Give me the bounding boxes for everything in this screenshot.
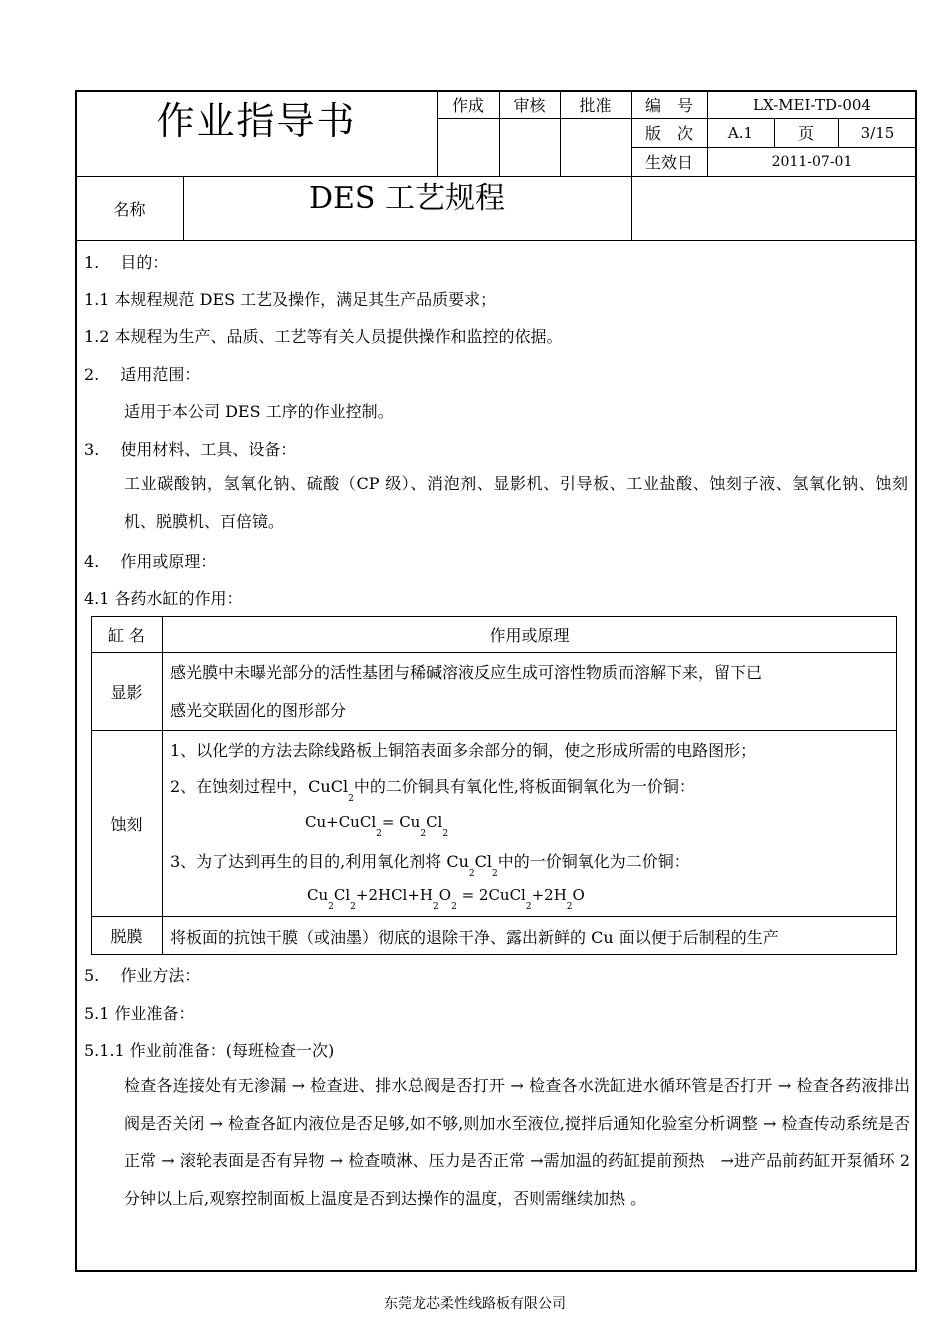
table-header-function: 作用或原理 <box>489 625 570 645</box>
version-label: 版 次 <box>644 124 693 143</box>
section-1-1: 1.1 本规程规范 DES 工艺及操作，满足其生产品质要求； <box>84 290 497 309</box>
etch-equation-1: Cu+CuCl$_2$= $Cu_2Cl_2$ <box>305 813 449 839</box>
version-value: A.1 <box>727 123 754 142</box>
page-label: 页 <box>797 124 814 143</box>
section-1-heading: 1. 目的： <box>84 253 169 272</box>
row-develop-text-1: 感光膜中未曝光部分的活性基团与稀碱溶液反应生成可溶性物质而溶解下来，留下已 <box>170 663 763 682</box>
number-value: LX-MEI-TD-004 <box>753 95 871 114</box>
section-5-1: 5.1 作业准备： <box>84 1004 195 1023</box>
header-line <box>76 240 917 241</box>
table-line <box>91 652 897 653</box>
company-footer: 东莞龙芯柔性线路板有限公司 <box>384 1296 566 1312</box>
row-develop-name: 显影 <box>110 682 143 702</box>
etch-equation-2: $Cu_2Cl_2+2HCl+H_2O_2$ = $2CuCl_2+2H_2O$ <box>307 886 585 912</box>
section-1-2: 1.2 本规程为生产、品质、工艺等有关人员提供操作和监控的依据。 <box>84 327 563 346</box>
table-line <box>162 616 163 955</box>
section-5-1-1: 5.1.1 作业前准备：(每班检查一次) <box>84 1041 335 1060</box>
approve-label: 批准 <box>579 96 612 115</box>
section-3-heading: 3. 使用材料、工具、设备： <box>84 440 297 459</box>
section-4-1: 4.1 各药水缸的作用： <box>84 589 243 608</box>
effective-date-label: 生效日 <box>644 153 693 172</box>
section-2-text: 适用于本公司 DES 工序的作业控制。 <box>124 402 394 421</box>
table-line <box>91 730 897 731</box>
section-5-heading: 5. 作业方法： <box>84 966 201 985</box>
section-4-heading: 4. 作用或原理： <box>84 552 217 571</box>
section-3-text: 工业碳酸钠，氢氧化钠、硫酸（CP 级）、消泡剂、显影机、引导板、工业盐酸、蚀刻子液、氢氧化钠、蚀刻机、脱膜机、百倍镜。 <box>124 474 908 531</box>
name-label: 名称 <box>113 199 146 219</box>
section-5-text: 检查各连接处有无渗漏 → 检查进、排水总阀是否打开 → 检查各水洗缸进水循环管是否打开 → 检查各药液排出阀是否关闭 → 检查各缸内液位是否足够,如不够,则加水至液位,搅拌后通知化验室分析调整 → 检查传动系统是否正常 → 滚轮表面是否有异物 → 检查喷淋、压力是否正常 →需加温的药缸提前预热 →进产品前药缸开泵循环 2 分钟以上后,观察控制面板上温度是否到达操作的温度，否则需继续加热 。 <box>124 1076 910 1208</box>
section-2-heading: 2. 适用范围： <box>84 365 201 384</box>
table-header-tank: 缸 名 <box>107 625 146 645</box>
number-label: 编 号 <box>644 96 693 115</box>
row-etch-line-1: 1、以化学的方法去除线路板上铜箔表面多余部分的铜，使之形成所需的电路图形； <box>170 741 757 760</box>
row-develop-text-2: 感光交联固化的图形部分 <box>170 701 347 720</box>
review-label: 审核 <box>513 96 546 115</box>
row-etch-line-2: 2、在蚀刻过程中，CuCl$_2$中的二价铜具有氧化性,将板面铜氧化为一价铜： <box>170 777 695 804</box>
document-title: 作业指导书 <box>156 98 357 143</box>
row-strip-text: 将板面的抗蚀干膜（或油墨）彻底的退除干净、露出新鲜的 Cu 面以便于后制程的生产 <box>170 928 779 947</box>
procedure-title: DES 工艺规程 <box>308 181 506 216</box>
page-value: 3/15 <box>860 123 895 142</box>
row-etch-name: 蚀刻 <box>110 814 143 834</box>
row-etch-line-3: 3、为了达到再生的目的,利用氧化剂将 $Cu_2Cl_2$中的一价铜氧化为二价铜： <box>170 852 690 879</box>
effective-date-value: 2011-07-01 <box>771 153 853 170</box>
row-strip-name: 脱膜 <box>110 927 143 946</box>
table-line <box>91 916 897 917</box>
made-by-label: 作成 <box>451 96 484 115</box>
